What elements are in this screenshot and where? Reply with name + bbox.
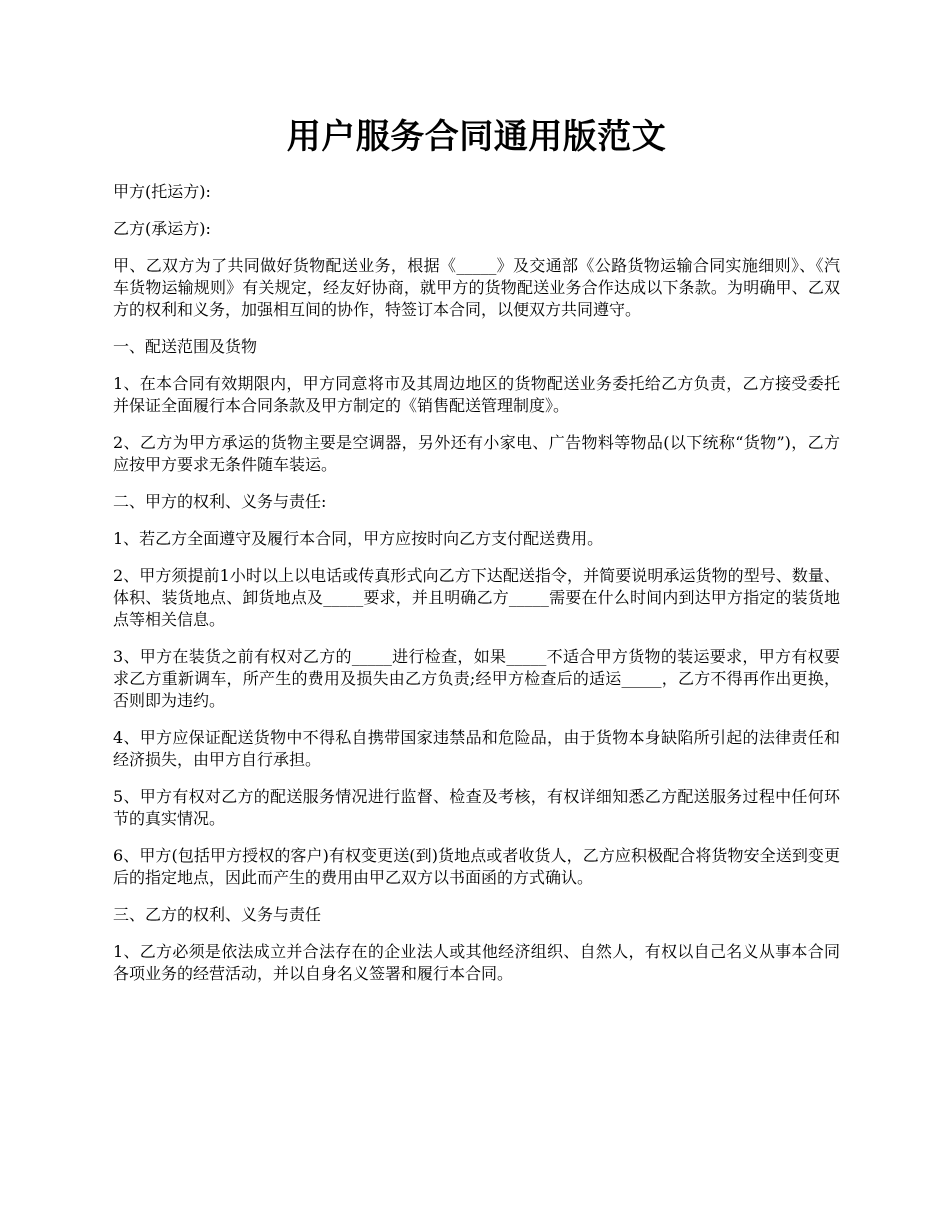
clause-2-4: 4、甲方应保证配送货物中不得私自携带国家违禁品和危险品，由于货物本身缺陷所引起的法律责任和经济损失，由甲方自行承担。 xyxy=(113,728,840,769)
clause-3-1: 1、乙方必须是依法成立并合法存在的企业法人或其他经济组织、自然人，有权以自己名义从事本合同各项业务的经营活动，并以自身名义签署和履行本合同。 xyxy=(113,942,840,983)
section-heading-2: 二、甲方的权利、义务与责任: xyxy=(113,492,327,511)
clause-2-5: 5、甲方有权对乙方的配送服务情况进行监督、检查及考核，有权详细知悉乙方配送服务过程中任何环节的真实情况。 xyxy=(113,787,840,828)
clause-2-6: 6、甲方(包括甲方授权的客户)有权变更送(到)货地点或者收货人，乙方应积极配合将货物安全送到变更后的指定地点，因此而产生的费用由甲乙双方以书面函的方式确认。 xyxy=(113,846,840,887)
clause-1-1: 1、在本合同有效期限内，甲方同意将市及其周边地区的货物配送业务委托给乙方负责，乙方接受委托并保证全面履行本合同条款及甲方制定的《销售配送管理制度》。 xyxy=(113,374,840,415)
party-b-line: 乙方(承运方): xyxy=(113,219,211,238)
section-heading-1: 一、配送范围及货物 xyxy=(113,337,258,356)
clause-1-2: 2、乙方为甲方承运的货物主要是空调器，另外还有小家电、广告物料等物品(以下统称“货物”)，乙方应按甲方要求无条件随车装运。 xyxy=(113,433,840,474)
party-a-line: 甲方(托运方): xyxy=(113,182,211,201)
document-title: 用户服务合同通用版范文 xyxy=(286,117,667,157)
preamble-paragraph: 甲、乙双方为了共同做好货物配送业务，根据《_____》及交通部《公路货物运输合同实施细则》、《汽车货物运输规则》有关规定，经友好协商，就甲方的货物配送业务合作达成以下条款。为明确甲、乙双方的权利和义务，加强相互间的协作，特签订本合同，以便双方共同遵守。 xyxy=(113,256,840,319)
document-page xyxy=(113,0,840,1000)
clause-2-3: 3、甲方在装货之前有权对乙方的_____进行检查，如果_____不适合甲方货物的装运要求，甲方有权要求乙方重新调车，所产生的费用及损失由乙方负责;经甲方检查后的适运_____，乙方不得再作出更换，否则即为违约。 xyxy=(113,647,840,710)
clause-2-2: 2、甲方须提前1小时以上以电话或传真形式向乙方下达配送指令，并简要说明承运货物的型号、数量、体积、装货地点、卸货地点及_____要求，并且明确乙方_____需要在什么时间内到达甲方指定的装货地点等相关信息。 xyxy=(113,566,840,629)
document-body xyxy=(113,181,840,985)
section-heading-3: 三、乙方的权利、义务与责任 xyxy=(113,905,322,924)
clause-2-1: 1、若乙方全面遵守及履行本合同，甲方应按时向乙方支付配送费用。 xyxy=(113,529,604,548)
